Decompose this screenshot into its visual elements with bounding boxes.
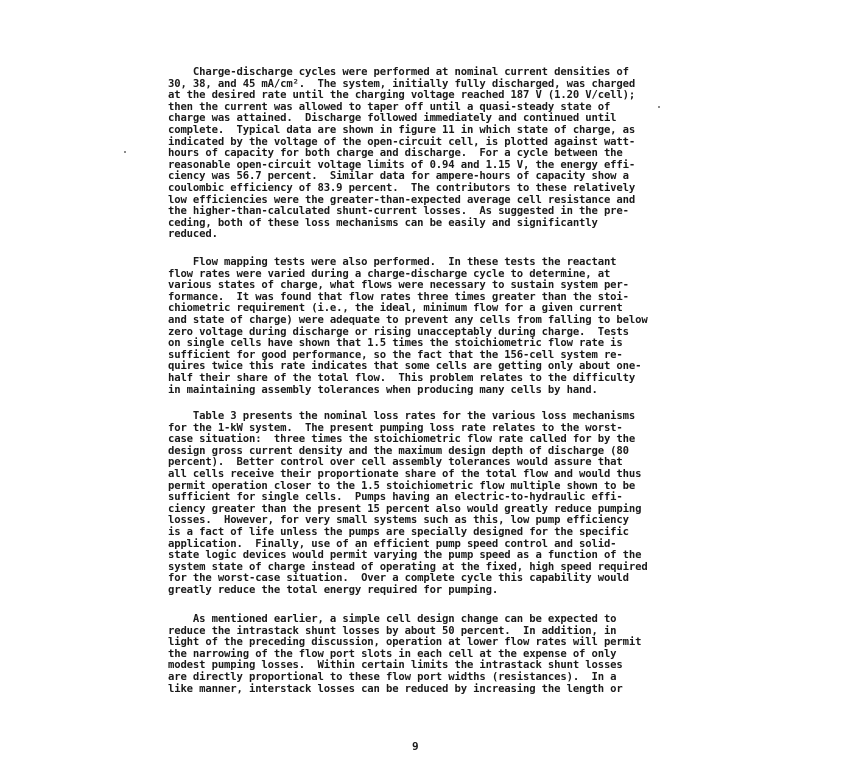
paragraph-intrastack-shunt-losses: As mentioned earlier, a simple cell design change can be expected to reduce the intrastack shunt losses by about 50 percent. In addition, in light of the preceding discussion, operation at lower flow rates will permit the narrowing of the flow port slots in each cell at the expense of only modest pumping losses. Within certain limits the intrastack shunt losses are directly proportional to these flow port widths (resistances). In a like manner, interstack losses can be reduced by increasing the length or: [168, 613, 642, 695]
paragraph-loss-rates-table-3: Table 3 presents the nominal loss rates for the various loss mechanisms for the 1-kW system. The present pumping loss rate relates to the worst- case situation: three times the stoichiometric flow rate called for by the design gross current density and the maximum design depth of discharge (80 percent). Better control over cell assembly tolerances would assure that all cells receive their proportionate share of the total flow and would thus permit operation closer to the 1.5 stoichiometric flow multiple shown to be sufficient for single cells. Pumps having an electric-to-hydraulic effi- ciency greater than the present 15 percent also would greatly reduce pumping losses. However, for very small systems such as this, low pump efficiency is a fact of life unless the pumps are specially designed for the specific application. Finally, use of an efficient pump speed control and solid- state logic devices would permit varying the pump speed as a function of the system state of charge instead of operating at the fixed, high speed required for the worst-case situation. Over a complete cycle this capability would greatly reduce the total energy required for pumping.: [168, 410, 648, 596]
page-number: 9: [412, 740, 419, 753]
scan-speck: [658, 106, 660, 108]
scan-speck: [124, 151, 126, 153]
paragraph-charge-discharge-cycles: Charge-discharge cycles were performed at nominal current densities of 30, 38, and 45 mA/cm². The system, initially fully discharged, was charged at the desired rate until the charging voltage reached 187 V (1.20 V/cell); then the current was allowed to taper off until a quasi-steady state of charge was attained. Discharge followed immediately and continued until complete. Typical data are shown in figure 11 in which state of charge, as indicated by the voltage of the open-circuit cell, is plotted against watt- hours of capacity for both charge and discharge. For a cycle between the reasonable open-circuit voltage limits of 0.94 and 1.15 V, the energy effi- ciency was 56.7 percent. Similar data for ampere-hours of capacity show a coulombic efficiency of 83.9 percent. The contributors to these relatively low efficiencies were the greater-than-expected average cell resistance and the higher-than-calculated shunt-current losses. As suggested in the pre- ceding, both of these loss mechanisms can be easily and significantly reduced.: [168, 66, 636, 241]
paragraph-flow-mapping-tests: Flow mapping tests were also performed. In these tests the reactant flow rates were varied during a charge-discharge cycle to determine, at various states of charge, what flows were necessary to sustain system per- formance. It was found that flow rates three times greater than the stoi- chiometric requirement (i.e., the ideal, minimum flow for a given current and state of charge) were adequate to prevent any cells from falling to below zero voltage during discharge or rising unacceptably during charge. Tests on single cells have shown that 1.5 times the stoichiometric flow rate is sufficient for good performance, so the fact that the 156-cell system re- quires twice this rate indicates that some cells are getting only about one- half their share of the total flow. This problem relates to the difficulty in maintaining assembly tolerances when producing many cells by hand.: [168, 256, 648, 396]
